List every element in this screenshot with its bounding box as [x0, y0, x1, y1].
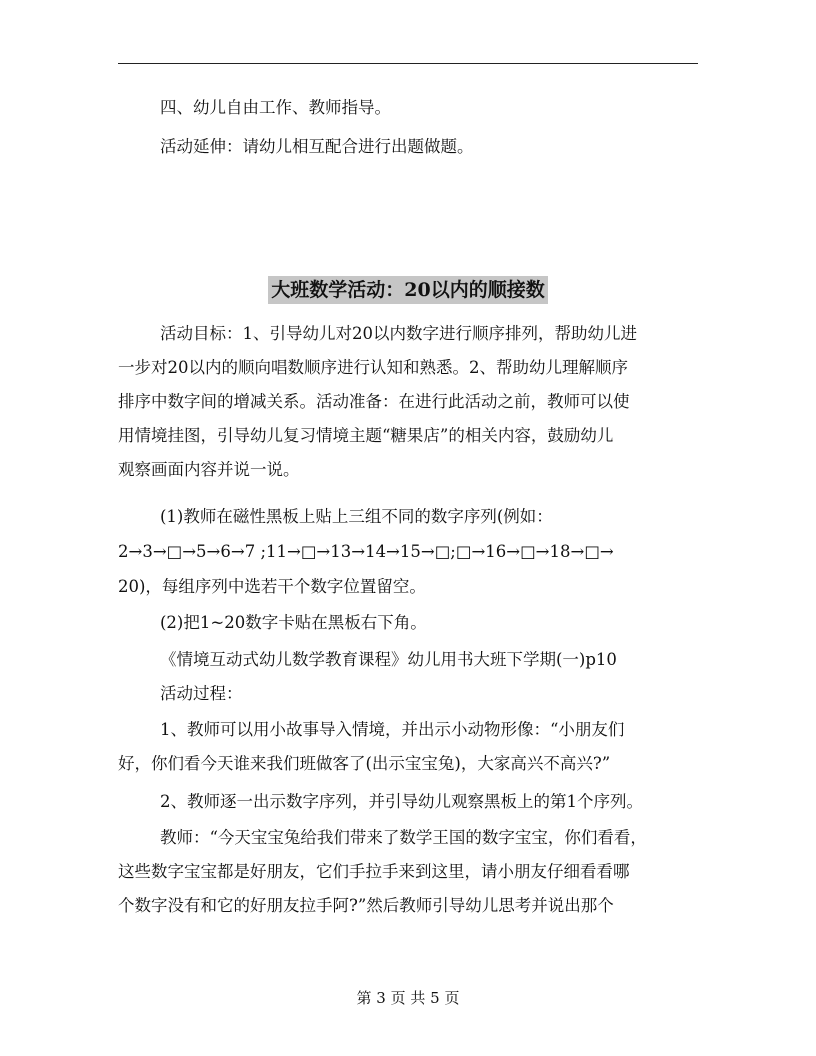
- text-line: 个数字没有和它的好朋友拉手阿?”然后教师引导幼儿思考并说出那个: [118, 896, 614, 915]
- text-line: 活动目标：1、引导幼儿对20以内数字进行顺序排列，帮助幼儿进: [160, 324, 637, 343]
- text-line: 《情境互动式幼儿数学教育课程》幼儿用书大班下学期(一)p10: [160, 650, 617, 669]
- section-title: 大班数学活动：20以内的顺接数: [268, 276, 547, 304]
- text-line: 这些数字宝宝都是好朋友，它们手拉手来到这里，请小朋友仔细看看哪: [118, 862, 630, 881]
- text-line: 20)，每组序列中选若干个数字位置留空。: [118, 577, 426, 596]
- text-line: 用情境挂图，引导幼儿复习情境主题“糖果店”的相关内容，鼓励幼儿: [118, 426, 614, 445]
- text-line: 一步对20以内的顺向唱数顺序进行认知和熟悉。2、帮助幼儿理解顺序: [118, 358, 628, 377]
- text-line: 2→3→□→5→6→7 ;11→□→13→14→15→□;□→16→□→18→□→: [118, 542, 614, 561]
- section-title-wrapper: [118, 276, 698, 304]
- page-footer: 第 3 页 共 5 页: [356, 989, 460, 1007]
- text-line: (2)把1~20数字卡贴在黑板右下角。: [160, 613, 427, 632]
- text-line: 观察画面内容并说一说。: [118, 460, 300, 479]
- text-line: 2、教师逐一出示数字序列，并引导幼儿观察黑板上的第1个序列。: [160, 792, 643, 811]
- text-line: 好，你们看今天谁来我们班做客了(出示宝宝兔)，大家高兴不高兴?”: [118, 754, 611, 773]
- text-line: 活动过程：: [160, 684, 243, 703]
- paragraph-activity-extension: 活动延伸：请幼儿相互配合进行出题做题。: [160, 137, 474, 156]
- text-line: 1、教师可以用小故事导入情境，并出示小动物形像：“小朋友们: [160, 720, 625, 739]
- text-line: (1)教师在磁性黑板上贴上三组不同的数字序列(例如：: [160, 507, 553, 526]
- text-line: 教师：“今天宝宝兔给我们带来了数学王国的数字宝宝，你们看看，: [160, 828, 647, 847]
- header-rule: [118, 63, 698, 64]
- text-line: 排序中数字间的增减关系。活动准备：在进行此活动之前，教师可以使: [118, 392, 630, 411]
- paragraph-step-four: 四、幼儿自由工作、教师指导。: [160, 98, 391, 117]
